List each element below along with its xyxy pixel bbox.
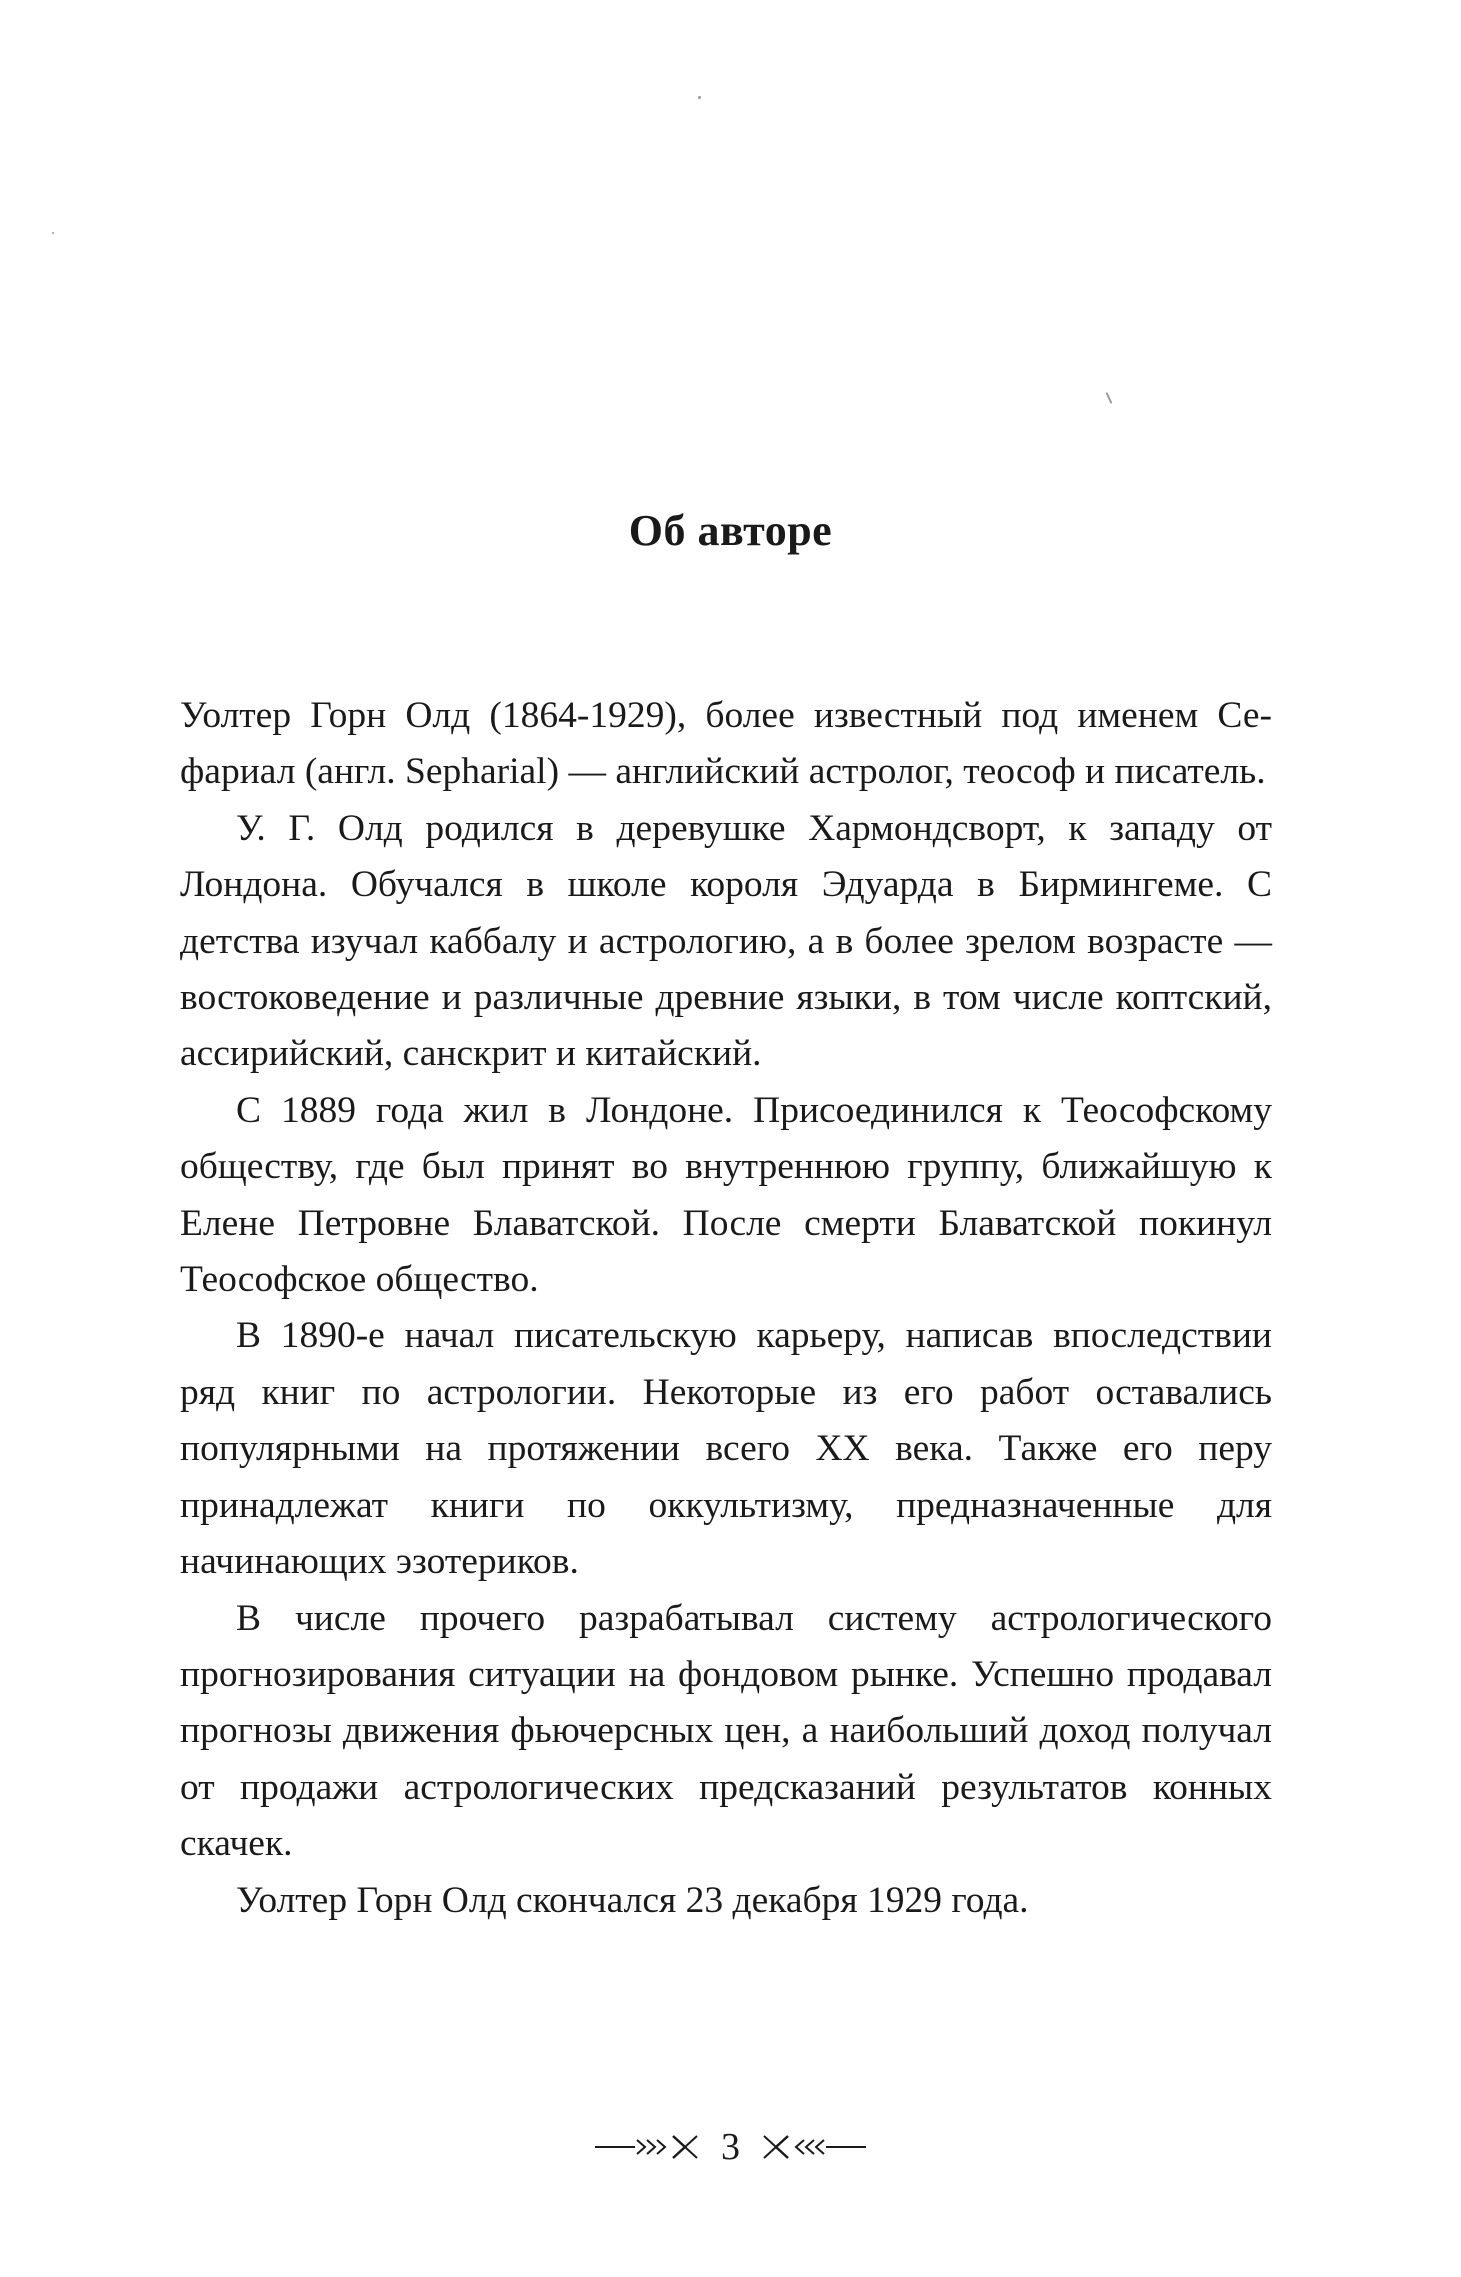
paragraph: Уолтер Горн Олд скончался 23 декабря 1929 года.: [236, 1879, 1029, 1921]
page-footer: [0, 2122, 1461, 2172]
paragraph: В числе прочего разрабатывал систему астрологического прогнозирования ситуации на фондовом рынке. Успешно продавал прогнозы движения фьючерсных цен, а наибольший доход получал от продажи астрологических предсказаний результатов конных скачек.: [180, 1597, 1272, 1865]
scan-speck: [52, 232, 54, 234]
paragraph: С 1889 года жил в Лондоне. Присоединился к Теософскому обществу, где был принят во внутреннюю группу, ближайшую к Елене Петровне Блаватской. После смерти Блаватской покинул Теософское общество.: [180, 1089, 1272, 1301]
flourish-left-icon: [593, 2132, 703, 2162]
article-body: [180, 688, 1272, 1929]
scan-speck: [1106, 392, 1113, 404]
paragraph: Уолтер Горн Олд (1864-1929), более известный под именем Сефариал (англ. Sepharial) — английский астролог, теософ и писатель.: [180, 695, 1272, 793]
page-title: Об авторе: [628, 506, 833, 555]
flourish-right-icon: [758, 2132, 868, 2162]
scan-speck: [698, 96, 701, 99]
page-number: 3: [721, 2126, 740, 2168]
paragraph: У. Г. Олд родился в деревушке Хармондсворт, к западу от Лондона. Обучался в школе короля Эдуарда в Бирмингеме. С детства изучал каббалу и астрологию, а в более зрелом возрасте — востоковедение и различные древние языки, в том числе коптский, ассирийский, санскрит и китайский.: [180, 807, 1272, 1075]
paragraph: В 1890-е начал писательскую карьеру, написав впоследствии ряд книг по астрологии. Некоторые из его работ оставались популярными на протяжении всего XX века. Также его перу принадлежат книги по оккультизму, предназначенные для начинающих эзотериков.: [180, 1315, 1272, 1583]
